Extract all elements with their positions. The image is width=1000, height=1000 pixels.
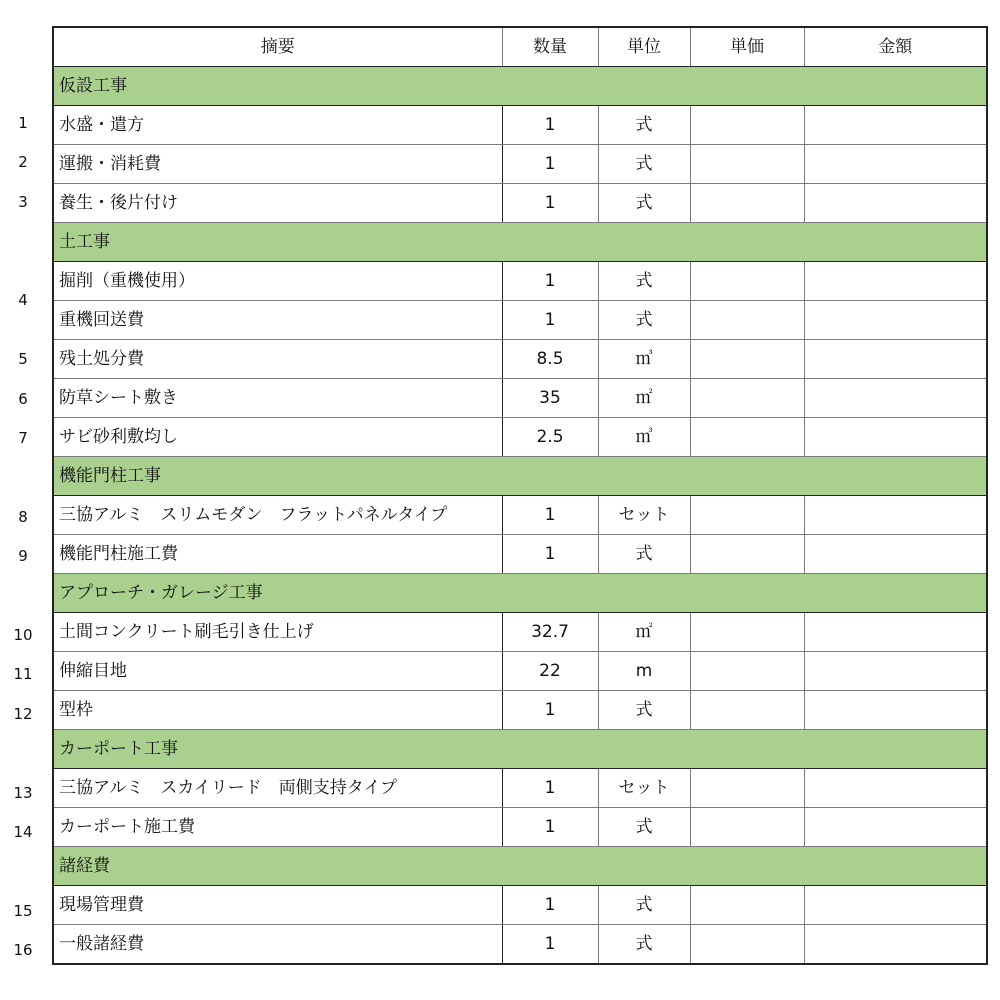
row-number: 13 (13, 783, 33, 802)
item-unit-price[interactable] (690, 613, 804, 652)
item-description[interactable]: 一般諸経費 (53, 925, 502, 965)
item-amount[interactable] (804, 301, 987, 340)
table-row (53, 184, 987, 223)
item-description[interactable]: 土間コンクリート刷毛引き仕上げ (53, 613, 502, 652)
item-amount[interactable] (804, 496, 987, 535)
item-unit-price[interactable] (690, 418, 804, 457)
item-description[interactable]: 型枠 (53, 691, 502, 730)
item-amount[interactable] (804, 691, 987, 730)
item-amount[interactable] (804, 106, 987, 145)
row-number: 5 (18, 350, 28, 369)
item-unit-price[interactable] (690, 808, 804, 847)
header-row (53, 27, 987, 67)
item-quantity[interactable]: 1 (502, 691, 598, 730)
section-title: カーポート工事 (53, 730, 987, 769)
row-number: 6 (18, 389, 28, 408)
row-number: 15 (13, 901, 33, 920)
table-row (53, 145, 987, 184)
item-description[interactable]: 機能門柱施工費 (53, 535, 502, 574)
item-unit-price[interactable] (690, 496, 804, 535)
table-row (53, 106, 987, 145)
table-row (53, 769, 987, 808)
item-unit[interactable]: ㎡ (598, 613, 690, 652)
row-number: 4 (18, 291, 28, 310)
item-quantity[interactable]: 1 (502, 925, 598, 965)
item-description[interactable]: 残土処分費 (53, 340, 502, 379)
item-unit[interactable]: 式 (598, 808, 690, 847)
item-unit-price[interactable] (690, 145, 804, 184)
item-unit[interactable]: 式 (598, 184, 690, 223)
table-row (53, 535, 987, 574)
item-quantity[interactable]: 1 (502, 106, 598, 145)
row-number: 11 (13, 665, 33, 684)
item-quantity[interactable]: 22 (502, 652, 598, 691)
item-quantity[interactable]: 1 (502, 886, 598, 925)
item-amount[interactable] (804, 184, 987, 223)
row-number: 2 (18, 153, 28, 172)
item-description[interactable]: 伸縮目地 (53, 652, 502, 691)
table-row (53, 925, 987, 965)
section-title: アプローチ・ガレージ工事 (53, 574, 987, 613)
item-quantity[interactable]: 1 (502, 808, 598, 847)
item-description[interactable]: 掘削（重機使用） (53, 262, 502, 301)
item-unit-price[interactable] (690, 925, 804, 965)
header-amount: 金額 (804, 27, 987, 67)
item-unit[interactable]: セット (598, 769, 690, 808)
section-row (53, 730, 987, 769)
item-quantity[interactable]: 35 (502, 379, 598, 418)
item-quantity[interactable]: 32.7 (502, 613, 598, 652)
item-unit-price[interactable] (690, 262, 804, 301)
row-number: 10 (13, 626, 33, 644)
table-row (53, 496, 987, 535)
item-description[interactable]: 三協アルミ スカイリード 両側支持タイプ (53, 769, 502, 808)
item-description[interactable]: 三協アルミ スリムモダン フラットパネルタイプ (53, 496, 502, 535)
item-unit-price[interactable] (690, 340, 804, 379)
item-amount[interactable] (804, 379, 987, 418)
item-unit[interactable]: 式 (598, 691, 690, 730)
item-unit[interactable]: 式 (598, 925, 690, 965)
table-row (53, 691, 987, 730)
item-unit[interactable]: 式 (598, 106, 690, 145)
item-unit[interactable]: 式 (598, 535, 690, 574)
item-amount[interactable] (804, 613, 987, 652)
table-row (53, 340, 987, 379)
item-quantity[interactable]: 1 (502, 769, 598, 808)
section-row (53, 67, 987, 106)
item-unit[interactable]: m (598, 652, 690, 691)
item-description[interactable]: 現場管理費 (53, 886, 502, 925)
item-unit[interactable]: ㎡ (598, 379, 690, 418)
row-number: 12 (13, 704, 33, 723)
header-quantity: 数量 (502, 27, 598, 67)
row-number: 3 (18, 192, 28, 211)
item-unit[interactable]: 式 (598, 301, 690, 340)
header-unit: 単位 (598, 27, 690, 67)
item-unit-price[interactable] (690, 652, 804, 691)
header-unit-price: 単価 (690, 27, 804, 67)
item-description[interactable]: 水盛・遣方 (53, 106, 502, 145)
item-unit[interactable]: 式 (598, 145, 690, 184)
item-amount[interactable] (804, 262, 987, 301)
item-amount[interactable] (804, 145, 987, 184)
item-description[interactable]: 運搬・消耗費 (53, 145, 502, 184)
item-description[interactable]: カーポート施工費 (53, 808, 502, 847)
item-unit[interactable]: ㎥ (598, 340, 690, 379)
item-unit-price[interactable] (690, 886, 804, 925)
section-title: 諸経費 (53, 847, 987, 886)
item-quantity[interactable]: 1 (502, 262, 598, 301)
row-number: 14 (13, 823, 33, 841)
item-amount[interactable] (804, 418, 987, 457)
table-row (53, 652, 987, 691)
table-row (53, 418, 987, 457)
item-amount[interactable] (804, 652, 987, 691)
row-number: 1 (18, 113, 28, 132)
table-row (53, 613, 987, 652)
item-quantity[interactable]: 1 (502, 496, 598, 535)
item-unit-price[interactable] (690, 691, 804, 730)
row-number: 8 (18, 507, 28, 526)
section-title: 仮設工事 (53, 67, 987, 106)
item-unit-price[interactable] (690, 769, 804, 808)
item-description[interactable]: 重機回送費 (53, 301, 502, 340)
item-unit-price[interactable] (690, 379, 804, 418)
section-row (53, 457, 987, 496)
item-amount[interactable] (804, 886, 987, 925)
item-quantity[interactable]: 1 (502, 145, 598, 184)
table-row (53, 808, 987, 847)
header-description: 摘要 (53, 27, 502, 67)
item-amount[interactable] (804, 769, 987, 808)
estimate-table (52, 26, 988, 965)
item-quantity[interactable]: 1 (502, 535, 598, 574)
row-number: 9 (18, 547, 28, 566)
section-row (53, 847, 987, 886)
item-description[interactable]: 防草シート敷き (53, 379, 502, 418)
row-number: 7 (18, 429, 28, 447)
table-row (53, 301, 987, 340)
item-description[interactable]: サビ砂利敷均し (53, 418, 502, 457)
item-unit[interactable]: セット (598, 496, 690, 535)
item-quantity[interactable]: 8.5 (502, 340, 598, 379)
item-unit[interactable]: 式 (598, 886, 690, 925)
item-quantity[interactable]: 2.5 (502, 418, 598, 457)
item-unit[interactable]: ㎥ (598, 418, 690, 457)
item-unit[interactable]: 式 (598, 262, 690, 301)
item-amount[interactable] (804, 340, 987, 379)
item-unit-price[interactable] (690, 301, 804, 340)
item-description[interactable]: 養生・後片付け (53, 184, 502, 223)
item-unit-price[interactable] (690, 106, 804, 145)
item-unit-price[interactable] (690, 184, 804, 223)
item-amount[interactable] (804, 535, 987, 574)
item-amount[interactable] (804, 808, 987, 847)
item-unit-price[interactable] (690, 535, 804, 574)
item-amount[interactable] (804, 925, 987, 965)
table-row (53, 379, 987, 418)
table-row (53, 262, 987, 301)
estimate-body (53, 67, 987, 965)
item-quantity[interactable]: 1 (502, 301, 598, 340)
section-title: 土工事 (53, 223, 987, 262)
section-title: 機能門柱工事 (53, 457, 987, 496)
table-row (53, 886, 987, 925)
row-number: 16 (13, 941, 33, 960)
section-row (53, 574, 987, 613)
section-row (53, 223, 987, 262)
item-quantity[interactable]: 1 (502, 184, 598, 223)
